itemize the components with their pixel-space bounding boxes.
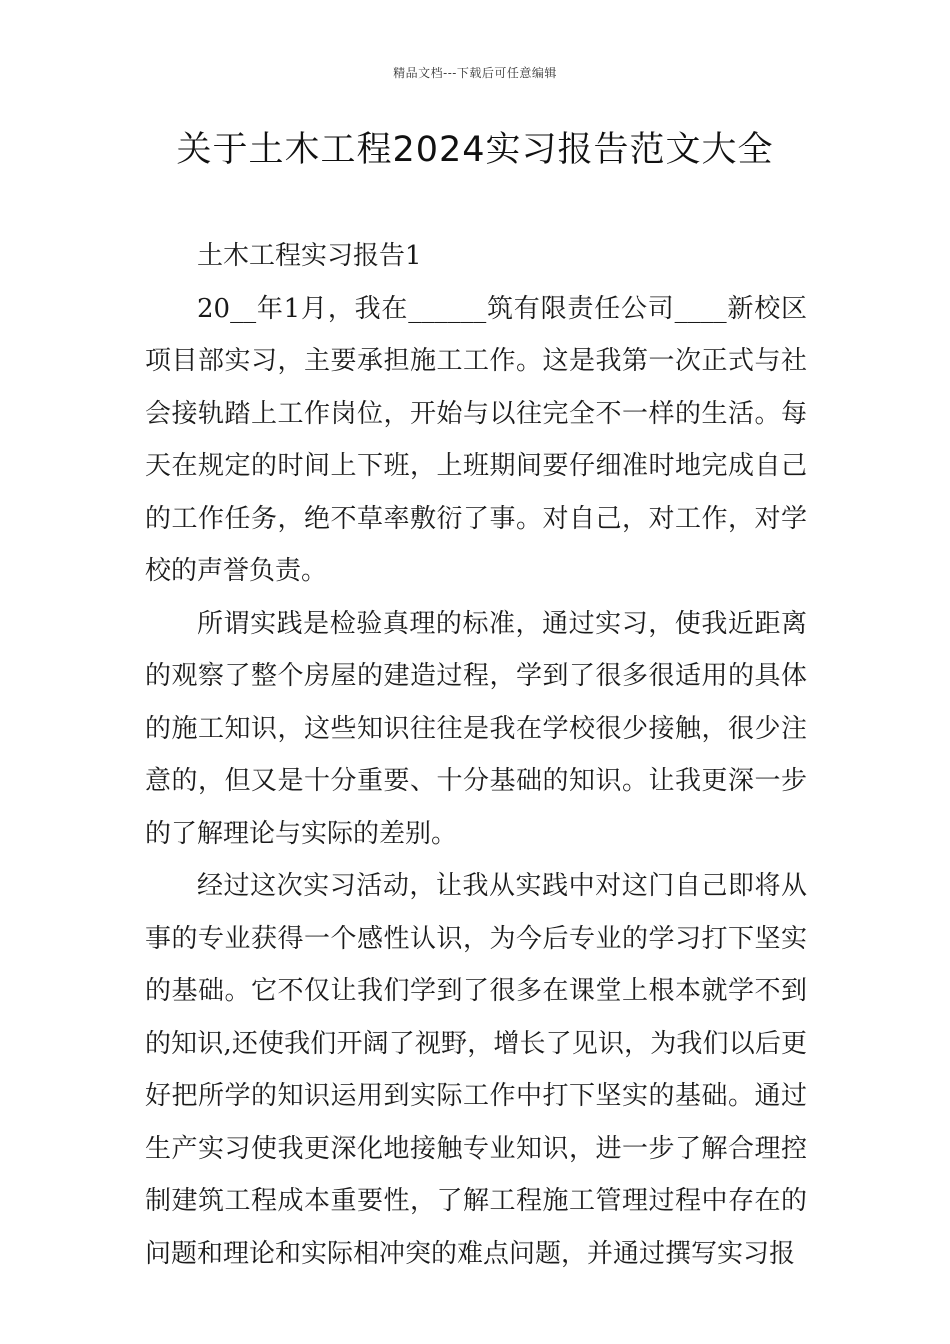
header-note: 精品文档---下载后可任意编辑 [393, 66, 557, 80]
document-title: 关于土木工程2024实习报告范文大全 [176, 130, 774, 170]
section-heading: 土木工程实习报告1 [197, 241, 422, 271]
paragraph: 20__年1月，我在______筑有限责任公司____新校区项目部实习，主要承担施工工作。这是我第一次正式与社会接轨踏上工作岗位，开始与以往完全不一样的生活。每天在规定的时间上下班，上班期间要仔细准时地完成自己的工作任务，绝不草率敷衍了事。对自己，对工作，对学校的声誉负责。 [145, 293, 807, 586]
paragraph: 经过这次实习活动，让我从实践中对这门自己即将从事的专业获得一个感性认识，为今后专业的学习打下坚实的基础。它不仅让我们学到了很多在课堂上根本就学不到的知识,还使我们开阔了视野，增长了见识，为我们以后更好把所学的知识运用到实际工作中打下坚实的基础。通过生产实习使我更深化地接触专业知识，进一步了解合理控制建筑工程成本重要性，了解工程施工管理过程中存在的问题和理论和实际相冲突的难点问题，并通过撰写实习报 [145, 871, 807, 1269]
document-body [145, 230, 807, 1280]
paragraph: 所谓实践是检验真理的标准，通过实习，使我近距离的观察了整个房屋的建造过程，学到了很多很适用的具体的施工知识，这些知识往往是我在学校很少接触，很少注意的，但又是十分重要、十分基础的知识。让我更深一步的了解理论与实际的差别。 [145, 608, 807, 849]
